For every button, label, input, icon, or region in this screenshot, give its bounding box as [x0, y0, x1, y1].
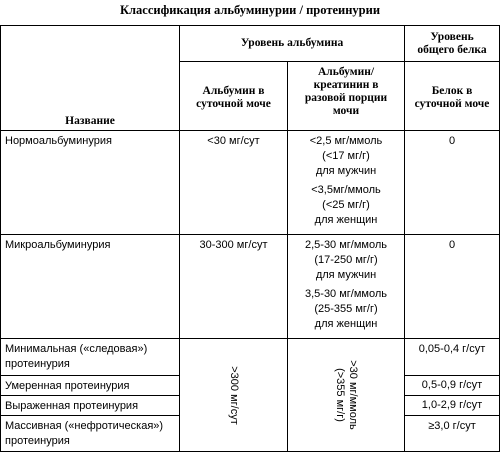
row-name-massive: Массивная («нефротическая») протеинурия: [1, 416, 180, 452]
massive-protein: ≥3,0 г/сут: [405, 416, 500, 452]
merged-daily: >300 мг/сут: [180, 339, 288, 452]
classification-table: [0, 25, 500, 452]
table-title: Классификация альбуминурии / протеинурии: [119, 3, 381, 17]
micro-ratio: 2,5-30 мг/ммоль (17-250 мг/г) для мужчин 3,5-30 мг/ммоль (25-355 мг/г) для женщин: [288, 235, 405, 339]
row-name-normo: Нормоальбуминурия: [1, 131, 180, 235]
minimal-protein: 0,05-0,4 г/сут: [405, 339, 500, 376]
table-row: [1, 235, 500, 339]
micro-daily: 30-300 мг/сут: [180, 235, 288, 339]
header-protein-daily: Белок в суточной моче: [405, 62, 500, 131]
row-name-minimal: Минимальная («следовая») протеинурия: [1, 339, 180, 376]
header-albumin-daily: Альбумин в суточной моче: [180, 62, 288, 131]
normo-daily: <30 мг/сут: [180, 131, 288, 235]
moderate-protein: 0,5-0,9 г/сут: [405, 376, 500, 396]
header-albumin-creatinine: Альбумин/ креатинин в разовой порции мочи: [288, 62, 405, 131]
header-name: Название: [1, 26, 180, 131]
table-row: [1, 339, 500, 376]
table-row: [1, 131, 500, 235]
micro-protein: 0: [405, 235, 500, 339]
header-protein-level: Уровень общего белка: [405, 26, 500, 62]
normo-protein: 0: [405, 131, 500, 235]
merged-ratio: >30 мг/ммоль (>355 мг/г): [288, 339, 405, 452]
row-name-micro: Микроальбуминурия: [1, 235, 180, 339]
header-albumin-level: Уровень альбумина: [180, 26, 405, 62]
row-name-severe: Выраженная протеинурия: [1, 396, 180, 416]
normo-ratio: <2,5 мг/ммоль (<17 мг/г) для мужчин <3,5мг/ммоль (<25 мг/г) для женщин: [288, 131, 405, 235]
row-name-moderate: Умеренная протеинурия: [1, 376, 180, 396]
severe-protein: 1,0-2,9 г/сут: [405, 396, 500, 416]
